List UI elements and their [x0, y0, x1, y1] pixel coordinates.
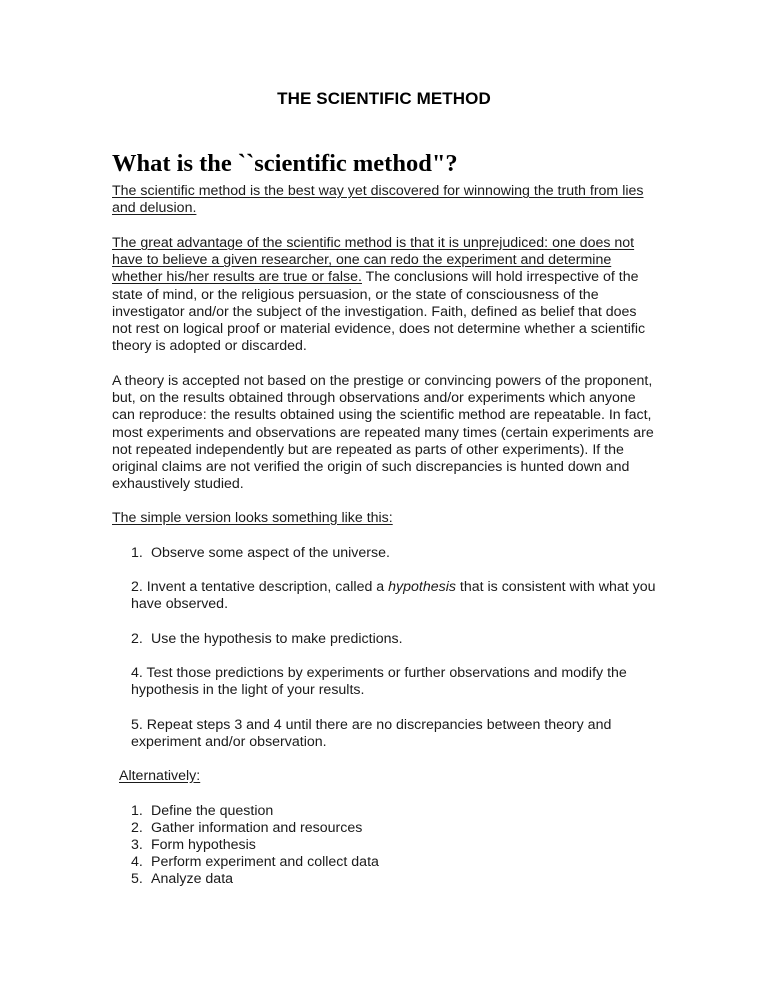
paragraph-intro [112, 183, 657, 217]
list-text: Analyze data [151, 871, 234, 887]
list-text: Test those predictions by experiments or further observations and modify the hypothesis in the light of your results. [131, 665, 627, 699]
list-text: Use the hypothesis to make predictions. [151, 631, 403, 647]
list-number: 2. [131, 820, 143, 836]
list-number: 5. [131, 871, 143, 887]
list-text: Repeat steps 3 and 4 until there are no discrepancies between theory and experiment and/or observation. [131, 717, 612, 751]
list-item [131, 579, 656, 613]
list-text: Perform experiment and collect data [151, 854, 379, 870]
underlined-text: The scientific method is the best way yet discovered for winnowing the truth from lies and delusion. [112, 183, 644, 217]
list-item [131, 545, 656, 562]
paragraph-text: A theory is accepted not based on the prestige or convincing powers of the proponent, but, on the results obtained through observations and/or experiments which anyone can reproduce: the results obtained using the scientific method are repeatable. In fact, most experiments and observations are repeated many times (certain experiments are not repeated independently but are repeated as parts of other experiments). If the original claims are not verified the origin of such discrepancies is hunted down and exhaustively studied. [112, 373, 654, 493]
list-text: that is consistent with what you have observed. [131, 579, 656, 613]
paragraph-theory [112, 373, 657, 493]
list-text: Form hypothesis [151, 837, 256, 853]
list-number: 4. [131, 665, 143, 681]
underlined-text: The great advantage of the scientific method is that it is unprejudiced: one does not have to believe a given researcher, one can redo the experiment and determine whether his/her results are true or false. [112, 235, 635, 286]
section-heading: What is the ``scientific method"? [112, 150, 458, 177]
alternatively-label [119, 768, 664, 785]
document-title: THE SCIENTIFIC METHOD [277, 89, 491, 108]
list-item [131, 820, 362, 837]
list-number: 3. [131, 837, 143, 853]
list-number: 5. [131, 717, 143, 733]
list-number: 4. [131, 854, 143, 870]
list-text: Invent a tentative description, called a [146, 579, 389, 595]
list-number: 1. [131, 803, 143, 819]
list-item [131, 631, 656, 648]
list-item [131, 803, 273, 820]
list-text: Define the question [151, 803, 274, 819]
list-item [131, 854, 379, 871]
underlined-label: Alternatively: [119, 768, 201, 784]
list-item [131, 717, 656, 751]
list-number: 2. [131, 631, 143, 647]
list-item [131, 871, 233, 888]
simple-version-label [112, 510, 657, 527]
underlined-label: The simple version looks something like this: [112, 510, 393, 526]
emphasis-text: hypothesis [388, 579, 456, 595]
paragraph-text: The conclusions will hold irrespective of the state of mind, or the religious persuasion, or the state of consciousness of the investigator and/or the subject of the investigation. Faith, defined as belief that does not rest on logical proof or material evidence, does not determine whether a scientific theory is adopted or discarded. [112, 269, 646, 355]
list-text: Gather information and resources [151, 820, 363, 836]
list-number: 1. [131, 545, 143, 561]
list-item [131, 837, 256, 854]
list-number: 2. [131, 579, 143, 595]
paragraph-advantage [112, 235, 657, 355]
list-text: Observe some aspect of the universe. [151, 545, 390, 561]
list-item [131, 665, 656, 699]
